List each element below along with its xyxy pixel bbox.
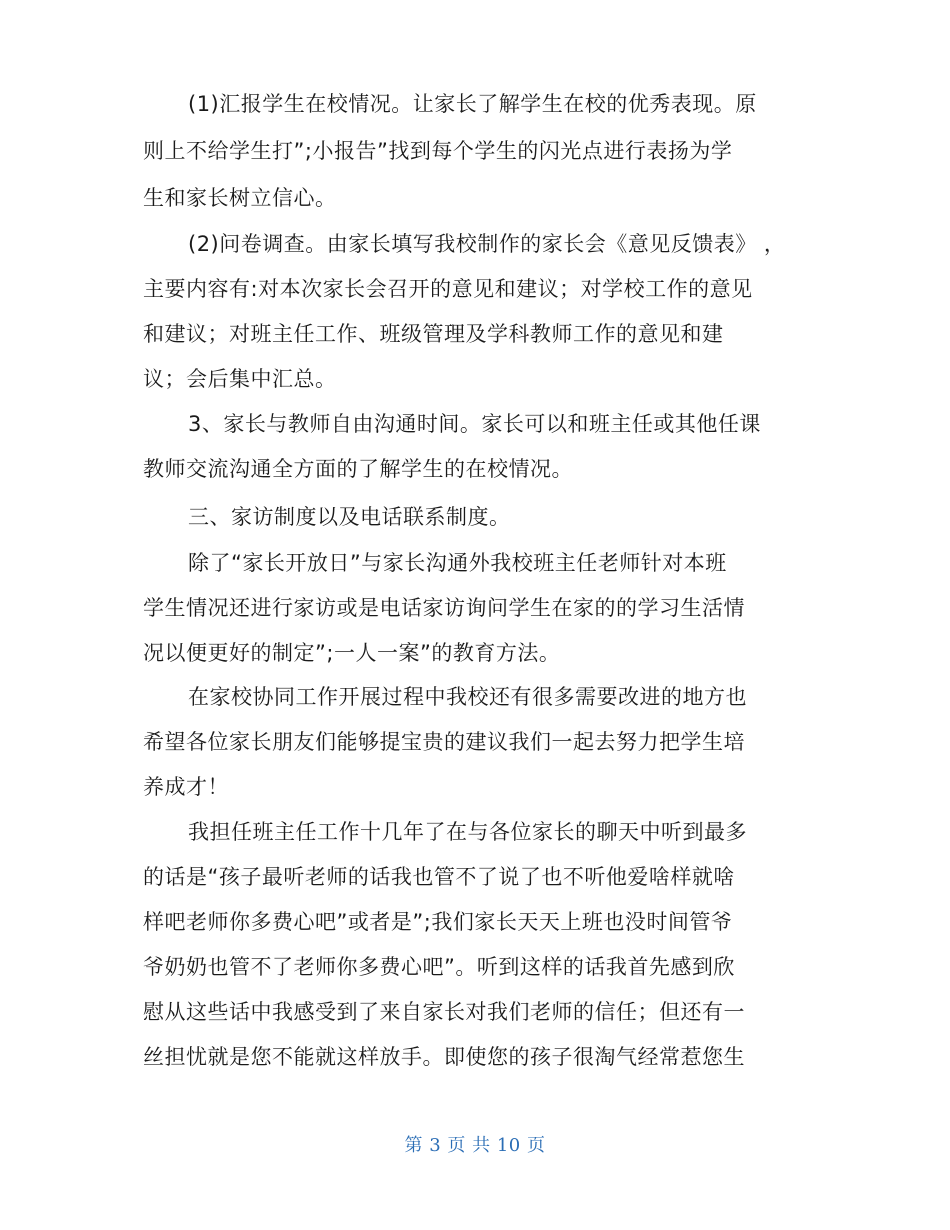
paragraph-line: 样吧老师你多费心吧”或者是”;我们家长天天上班也没时间管爷 (143, 910, 733, 934)
paragraph-line: 教师交流沟通全方面的了解学生的在校情况。 (143, 457, 573, 481)
paragraph-line: 慰从这些话中我感受到了来自家长对我们老师的信任；但还有一 (143, 1000, 745, 1024)
paragraph-line: 的话是“孩子最听老师的话我也管不了说了也不听他爱啥样就啥 (143, 865, 735, 889)
paragraph-line: 和建议；对班主任工作、班级管理及学科教师工作的意见和建 (143, 322, 724, 346)
paragraph-line: 学生情况还进行家访或是电话家访询问学生在家的的学习生活情 (143, 596, 745, 620)
paragraph-line: (1)汇报学生在校情况。让家长了解学生在校的优秀表现。原 (188, 92, 757, 116)
page-number-footer: 第 3 页 共 10 页 (404, 1135, 546, 1156)
paragraph-line: 爷奶奶也管不了老师你多费心吧”。听到这样的话我首先感到欣 (143, 955, 735, 979)
paragraph-line: (2)问卷调查。由家长填写我校制作的家长会《意见反馈表》 ， (188, 232, 786, 256)
paragraph-line: 况以便更好的制定”;一人一案”的教育方法。 (143, 641, 561, 665)
paragraph-line: 希望各位家长朋友们能够提宝贵的建议我们一起去努力把学生培 (143, 730, 745, 754)
paragraph-line: 除了“家长开放日”与家长沟通外我校班主任老师针对本班 (188, 551, 727, 575)
paragraph-line: 我担任班主任工作十几年了在与各位家长的聊天中听到最多 (188, 820, 747, 844)
paragraph-line: 3、家长与教师自由沟通时间。家长可以和班主任或其他任课 (188, 412, 761, 436)
paragraph-line: 议；会后集中汇总。 (143, 367, 337, 391)
paragraph-line: 则上不给学生打”;小报告”找到每个学生的闪光点进行表扬为学 (143, 139, 733, 163)
paragraph-line: 在家校协同工作开展过程中我校还有很多需要改进的地方也 (188, 685, 747, 709)
paragraph-line: 主要内容有:对本次家长会召开的意见和建议；对学校工作的意见 (143, 277, 753, 301)
paragraph-line: 养成才！ (143, 775, 229, 799)
paragraph-line: 生和家长树立信心。 (143, 186, 337, 210)
section-heading: 三、家访制度以及电话联系制度。 (188, 505, 511, 529)
paragraph-line: 丝担忧就是您不能就这样放手。即使您的孩子很淘气经常惹您生 (143, 1045, 745, 1069)
